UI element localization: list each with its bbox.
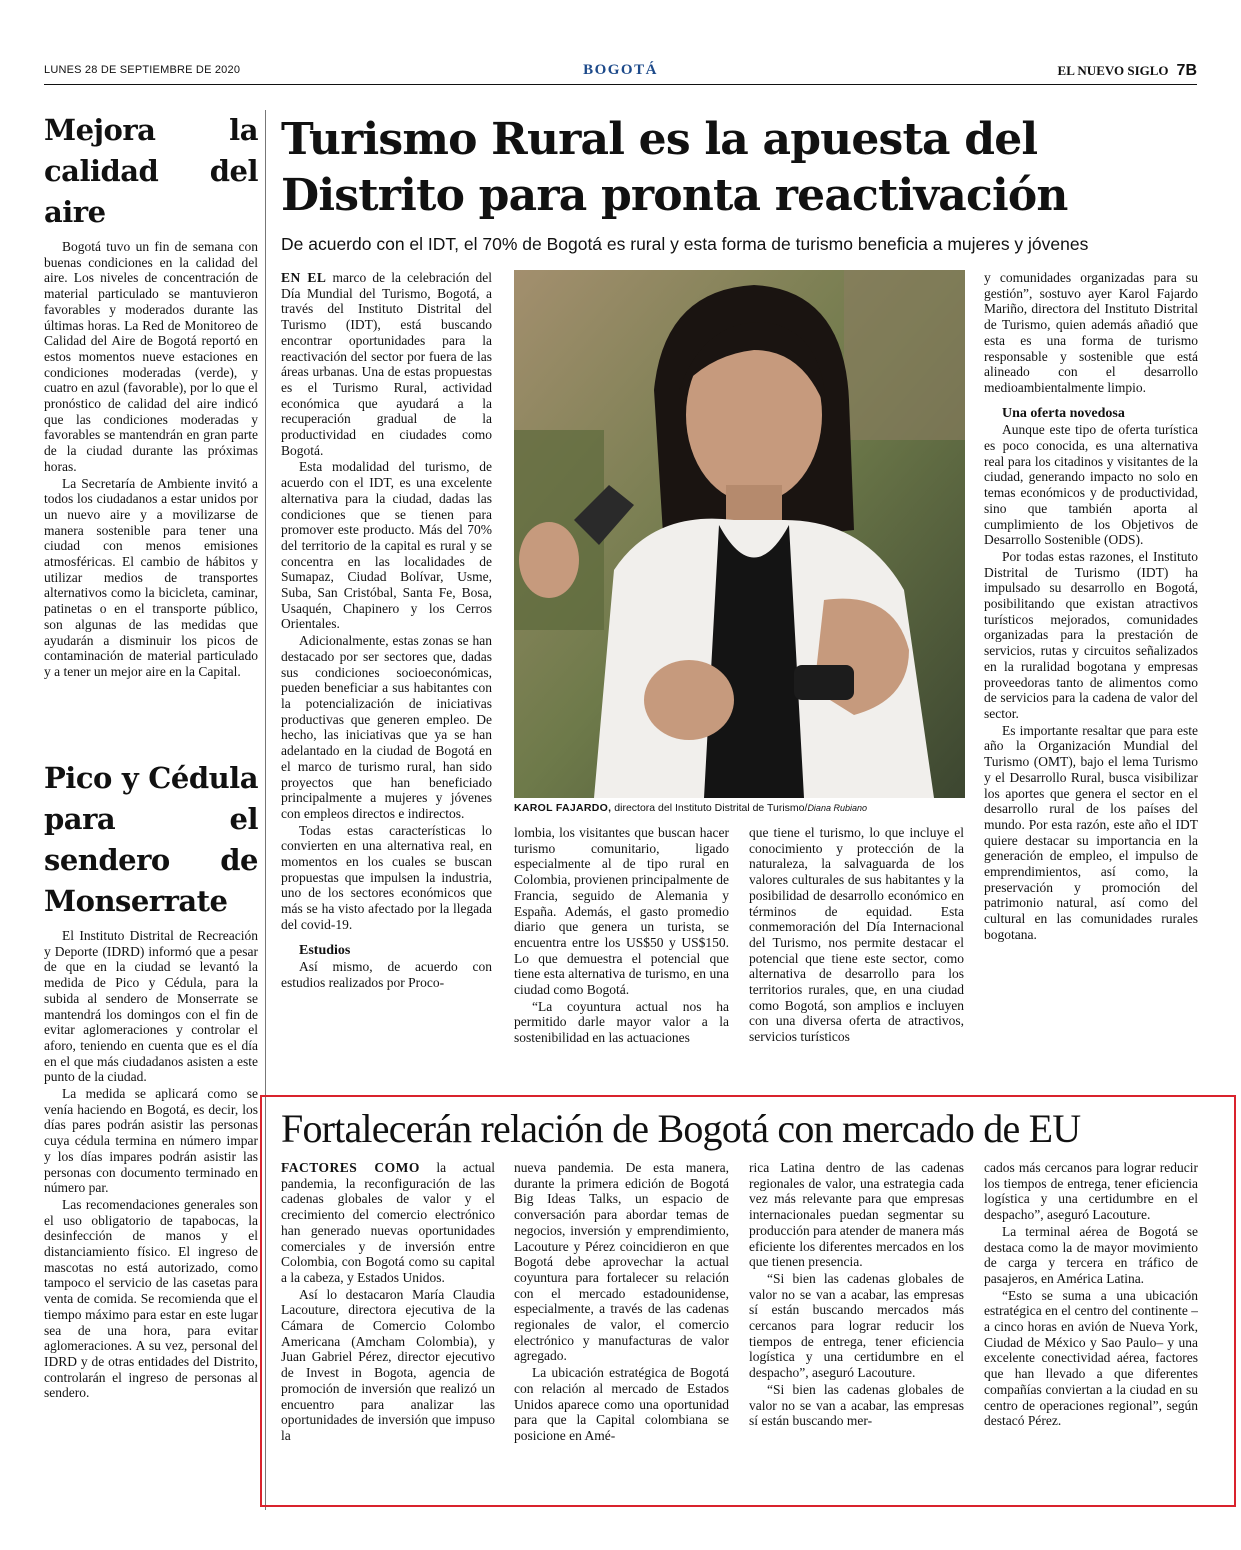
article-paragraph: Así mismo, de acuerdo con estudios realizados por Proco- [281,959,492,990]
main-headline: Turismo Rural es la apuesta del Distrito para pronta reactivación [281,114,1068,221]
caption-text: directora del Instituto Distrital de Turismo/ [611,802,808,814]
portrait-illustration [514,270,965,798]
article-paragraph: lombia, los visitantes que buscan hacer turismo comunitario, ligado especialmente al de tipo rural en Colombia, provienen principalmente de Francia, seguido de Alemania y España. Además, el gasto promedio diario que genera un turista, se encuentra entre los US$50 y US$150. Lo que demuestra el potencial que tiene esta alternativa de turismo, en una ciudad como Bogotá. [514,825,729,998]
caption-name: KAROL FAJARDO, [514,802,612,814]
issue-date: LUNES 28 DE SEPTIEMBRE DE 2020 [44,64,241,76]
article-paragraph: “Esto se suma a una ubicación estratégica en el centro del continente –a cinco horas en avión de Nueva York, Ciudad de México y Sao Paulo– y una excelente conectividad aérea, factores que han llevado a que diferentes compañías conviertan a la ciudad en su centro de operaciones regional”, según destacó Pérez. [984,1287,1198,1429]
sidebar-story-monserrate [44,758,258,1498]
article-paragraph: Por todas estas razones, el Instituto Distrital de Turismo (IDT) ha impulsado su desarrollo en Bogotá, posibilitando que existan atractivos turísticos mejorados, comunidades organizadas para la prestación de servicios, rutas y circuitos señalizados en la ruralidad bogotana y empresas proveedoras tanto de alimentos como de servicios para la cadena de valor del sector. [984,548,1198,721]
article-paragraph: “Si bien las cadenas globales de valor no se van a acabar, las empresas sí están buscando mercados más cercanos para lograr reducir los tiempos de entrega, tener eficiencia logística y una certidumbre en el despacho”, aseguró Lacouture. [749,1270,964,1381]
story-headline: Mejora la calidad del aire [44,113,258,229]
photo-caption [514,802,965,814]
story-paragraph: Bogotá tuvo un fin de semana con buenas condiciones en la calidad del aire. Los niveles de concentración de material particulado se mantuvieron favorables y moderados durante las últimas horas. La Red de Monitoreo de Calidad del Aire de Bogotá reportó en estos momentos nueve estaciones en condiciones moderadas (verde), y cuatro en azul (favorable), por lo que el pronóstico de calidad del aire indicó que las condiciones moderadas y favorables se mantendrán en gran parte de la ciudad durante las próximas horas. [44,239,258,474]
box-column-3 [749,1160,964,1490]
paper-name-wrap [1058,62,1197,80]
article-paragraph: cados más cercanos para lograr reducir los tiempos de entrega, tener eficiencia logística y una certidumbre en el despacho”, aseguró Lacouture. [984,1160,1198,1223]
article-paragraph: La terminal aérea de Bogotá se destaca como la de mayor movimiento de carga y tercera en tráfico de pasajeros, en América Latina. [984,1223,1198,1286]
section-name: BOGOTÁ [583,62,658,78]
article-paragraph [281,1160,495,1286]
article-column-3 [749,825,964,1087]
article-column-1 [281,270,492,1086]
page-number: 7B [1176,62,1197,79]
article-paragraph: Todas estas características lo convierten en una alternativa real, en momentos en los cuales se buscan propuestas que impulsen la industria, uno de los sectores económicos que más se ha visto afectado por la llegada del covid-19. [281,822,492,932]
article-paragraph: rica Latina dentro de las cadenas regionales de valor, una estrategia cada vez más relevante para que empresas internacionales puedan segmentar su producción para atender de manera más eficiente los diferentes mercados en los que tienen presencia. [749,1160,964,1270]
masthead [44,60,1197,80]
box-column-2 [514,1160,729,1490]
sidebar-story-air [44,110,258,750]
box-headline: Fortalecerán relación de Bogotá con mercado de EU [281,1106,1081,1151]
story-headline: Pico y Cédula para el sendero de Monserrate [44,761,258,918]
story-paragraph: La medida se aplicará como se venía haciendo en Bogotá, es decir, los días pares podrán asistir las personas cuya cédula termina en número impar y los días impares podrán asistir las personas con documento terminado en número par. [44,1086,258,1196]
article-paragraph: “Si bien las cadenas globales de valor no se van a acabar, las empresas sí están buscando mer- [749,1381,964,1429]
article-paragraph: y comunidades organizadas para su gestión”, sostuvo ayer Karol Fajardo Mariño, directora del Instituto Distrital de Turismo, quien además añadió que esta es una forma de turismo responsable y sostenible que está alineado con el desarrollo medioambientalmente limpio. [984,270,1198,395]
article-paragraph: Esta modalidad del turismo, de acuerdo con el IDT, es una excelente alternativa para la ciudad, dadas las condiciones que se tienen para promover este producto. Más del 70% del territorio de la capital es rural y se concentra en las localidades de Sumapaz, Ciudad Bolívar, Usme, Suba, San Cristóbal, Santa Fe, Bosa, Usaquén, Chapinero y los Cerros Orientales. [281,459,492,632]
article-column-4 [984,270,1198,1086]
story-paragraph: La Secretaría de Ambiente invitó a todos los ciudadanos a estar unidos por un nuevo aire y a movilizarse de manera sostenible para tener una ciudad con menos emisiones atmosféricas. El cambio de hábitos y utilizar medios de transportes alternativos como la bicicleta, caminar, patinetas o en el transporte público, son algunas de las medidas que ayudarán a disminuir los picos de contaminación de material particulado y a tener un mejor aire en la Capital. [44,475,258,679]
article-paragraph: La ubicación estratégica de Bogotá con relación al mercado de Estados Unidos aparece como una oportunidad para que la Capital colombiana se posicione en Amé- [514,1365,729,1443]
lead-words: FACTORES COMO [281,1160,420,1175]
article-paragraph: Adicionalmente, estas zonas se han destacado por ser sectores que, dadas sus condiciones socioeconómicas, pueden beneficiar a sus habitantes con la potencialización de iniciativas productivas que generen empleo. De hecho, las iniciativas que ya se han adelantado en la ciudad de Bogotá en el marco de turismo rural, han sido proyectos que han beneficiado principalmente a mujeres y jóvenes con empleos directos e indirectos. [281,633,492,821]
article-subhead: Estudios [299,942,351,958]
article-paragraph: nueva pandemia. De esta manera, durante la primera edición de Bogotá Big Ideas Talks, un espacio de conversación para abordar temas de negocios, inversión y emprendimiento, Lacouture y Pérez coincidieron en que Bogotá debe aprovechar la actual coyuntura para fortalecer su relación con el mercado estadounidense, especialmente, a través de las cadenas regionales de valor, el comercio electrónico y manufacturas de valor agregado. [514,1160,729,1364]
paper-name: EL NUEVO SIGLO [1057,63,1169,78]
lead-text: marco de la celebración del Día Mundial del Turismo, Bogotá, a través del Instituto Distrital del Turismo (IDT), está buscando encontrar oportunidades para la reactivación del sector por fuera de las áreas urbanas. Una de estas propuestas es el Turismo Rural, actividad económica que ayudará a la recuperación gradual de la productividad en ciudades como Bogotá. [281,270,492,458]
photo-credit: Diana Rubiano [807,803,867,813]
masthead-rule [44,84,1197,85]
main-subheadline: De acuerdo con el IDT, el 70% de Bogotá es rural y esta forma de turismo beneficia a mujeres y jóvenes [281,234,1089,254]
story-paragraph: El Instituto Distrital de Recreación y Deporte (IDRD) informó que a pesar de que en la ciudad se levantó la medida de Pico y Cédula, para la subida al sendero de Monserrate se mantendrá los domingos con el fin de evitar aglomeraciones y controlar el aforo, teniendo en cuenta que es el día en el que más ciudadanos asisten a este punto de la ciudad. [44,928,258,1085]
article-paragraph: “La coyuntura actual nos ha permitido darle mayor valor a la sostenibilidad en las actuaciones [514,998,729,1046]
article-column-2 [514,825,729,1087]
article-paragraph: Así lo destacaron María Claudia Lacouture, directora ejecutiva de la Cámara de Comercio Colombo Americana (Amcham Colombia), y Juan Gabriel Pérez, director ejecutivo de Invest in Bogota, agencia de promoción de inversión que realizó un encuentro para analizar las oportunidades de inversión que impuso la [281,1286,495,1443]
lead-text: la actual pandemia, la reconfiguración de las cadenas globales de valor y el crecimiento del comercio electrónico han generado nuevas oportunidades comerciales y de inversión entre Colombia, con Bogotá como su capital a la cabeza, y Estados Unidos. [281,1160,495,1285]
article-paragraph: Aunque este tipo de oferta turística es poco conocida, es una alternativa real para los citadinos y visitantes de la ciudad, generando impacto no solo en temas económicos y de productividad, sino que también aporta al cumplimiento de los Objetivos de Desarrollo Sostenible (ODS). [984,422,1198,548]
article-paragraph: Es importante resaltar que para este año la Organización Mundial del Turismo (OMT), bajo el lema Turismo y el Desarrollo Rural, busca visibilizar los aportes que genera el sector en el desarrollo rural de los países del mundo. Por esta razón, este año el IDT quiere destacar su importancia en la generación de empleo, el impulso de emprendimientos, así como, la preservación y promoción del patrimonio natural, así como del cultural en las comunidades rurales bogotana. [984,722,1198,942]
article-subhead: Una oferta novedosa [1002,405,1125,421]
article-paragraph: que tiene el turismo, lo que incluye el conocimiento y protección de la naturaleza, la salvaguarda de los valores culturales de sus habitantes y la posibilidad de desarrollo económico en términos de equidad. Esta conmemoración del Día Internacional del Turismo, nos permite destacar el potencial que tiene este sector, como alternativa de desarrollo para los territorios rurales, que, en una ciudad como Bogotá, son amplios e incluyen con una diversa oferta de atractivos, servicios turísticos [749,825,964,1045]
box-column-1 [281,1160,495,1490]
story-paragraph: Las recomendaciones generales son el uso obligatorio de tapabocas, la desinfección de manos y el distanciamiento físico. El ingreso de mascotas no está autorizado, como tampoco el servicio de las casetas para venta de comida. Se recomienda que el tiempo máximo para estar en este lugar sea de una hora, para evitar aglomeraciones. A su vez, personal del IDRD y de otras entidades del Distrito, controlarán el ingreso de personas al sendero. [44,1196,258,1401]
portrait-photo [514,270,965,798]
lead-words: EN EL [281,270,327,285]
article-paragraph [281,270,492,458]
box-column-4 [984,1160,1198,1490]
